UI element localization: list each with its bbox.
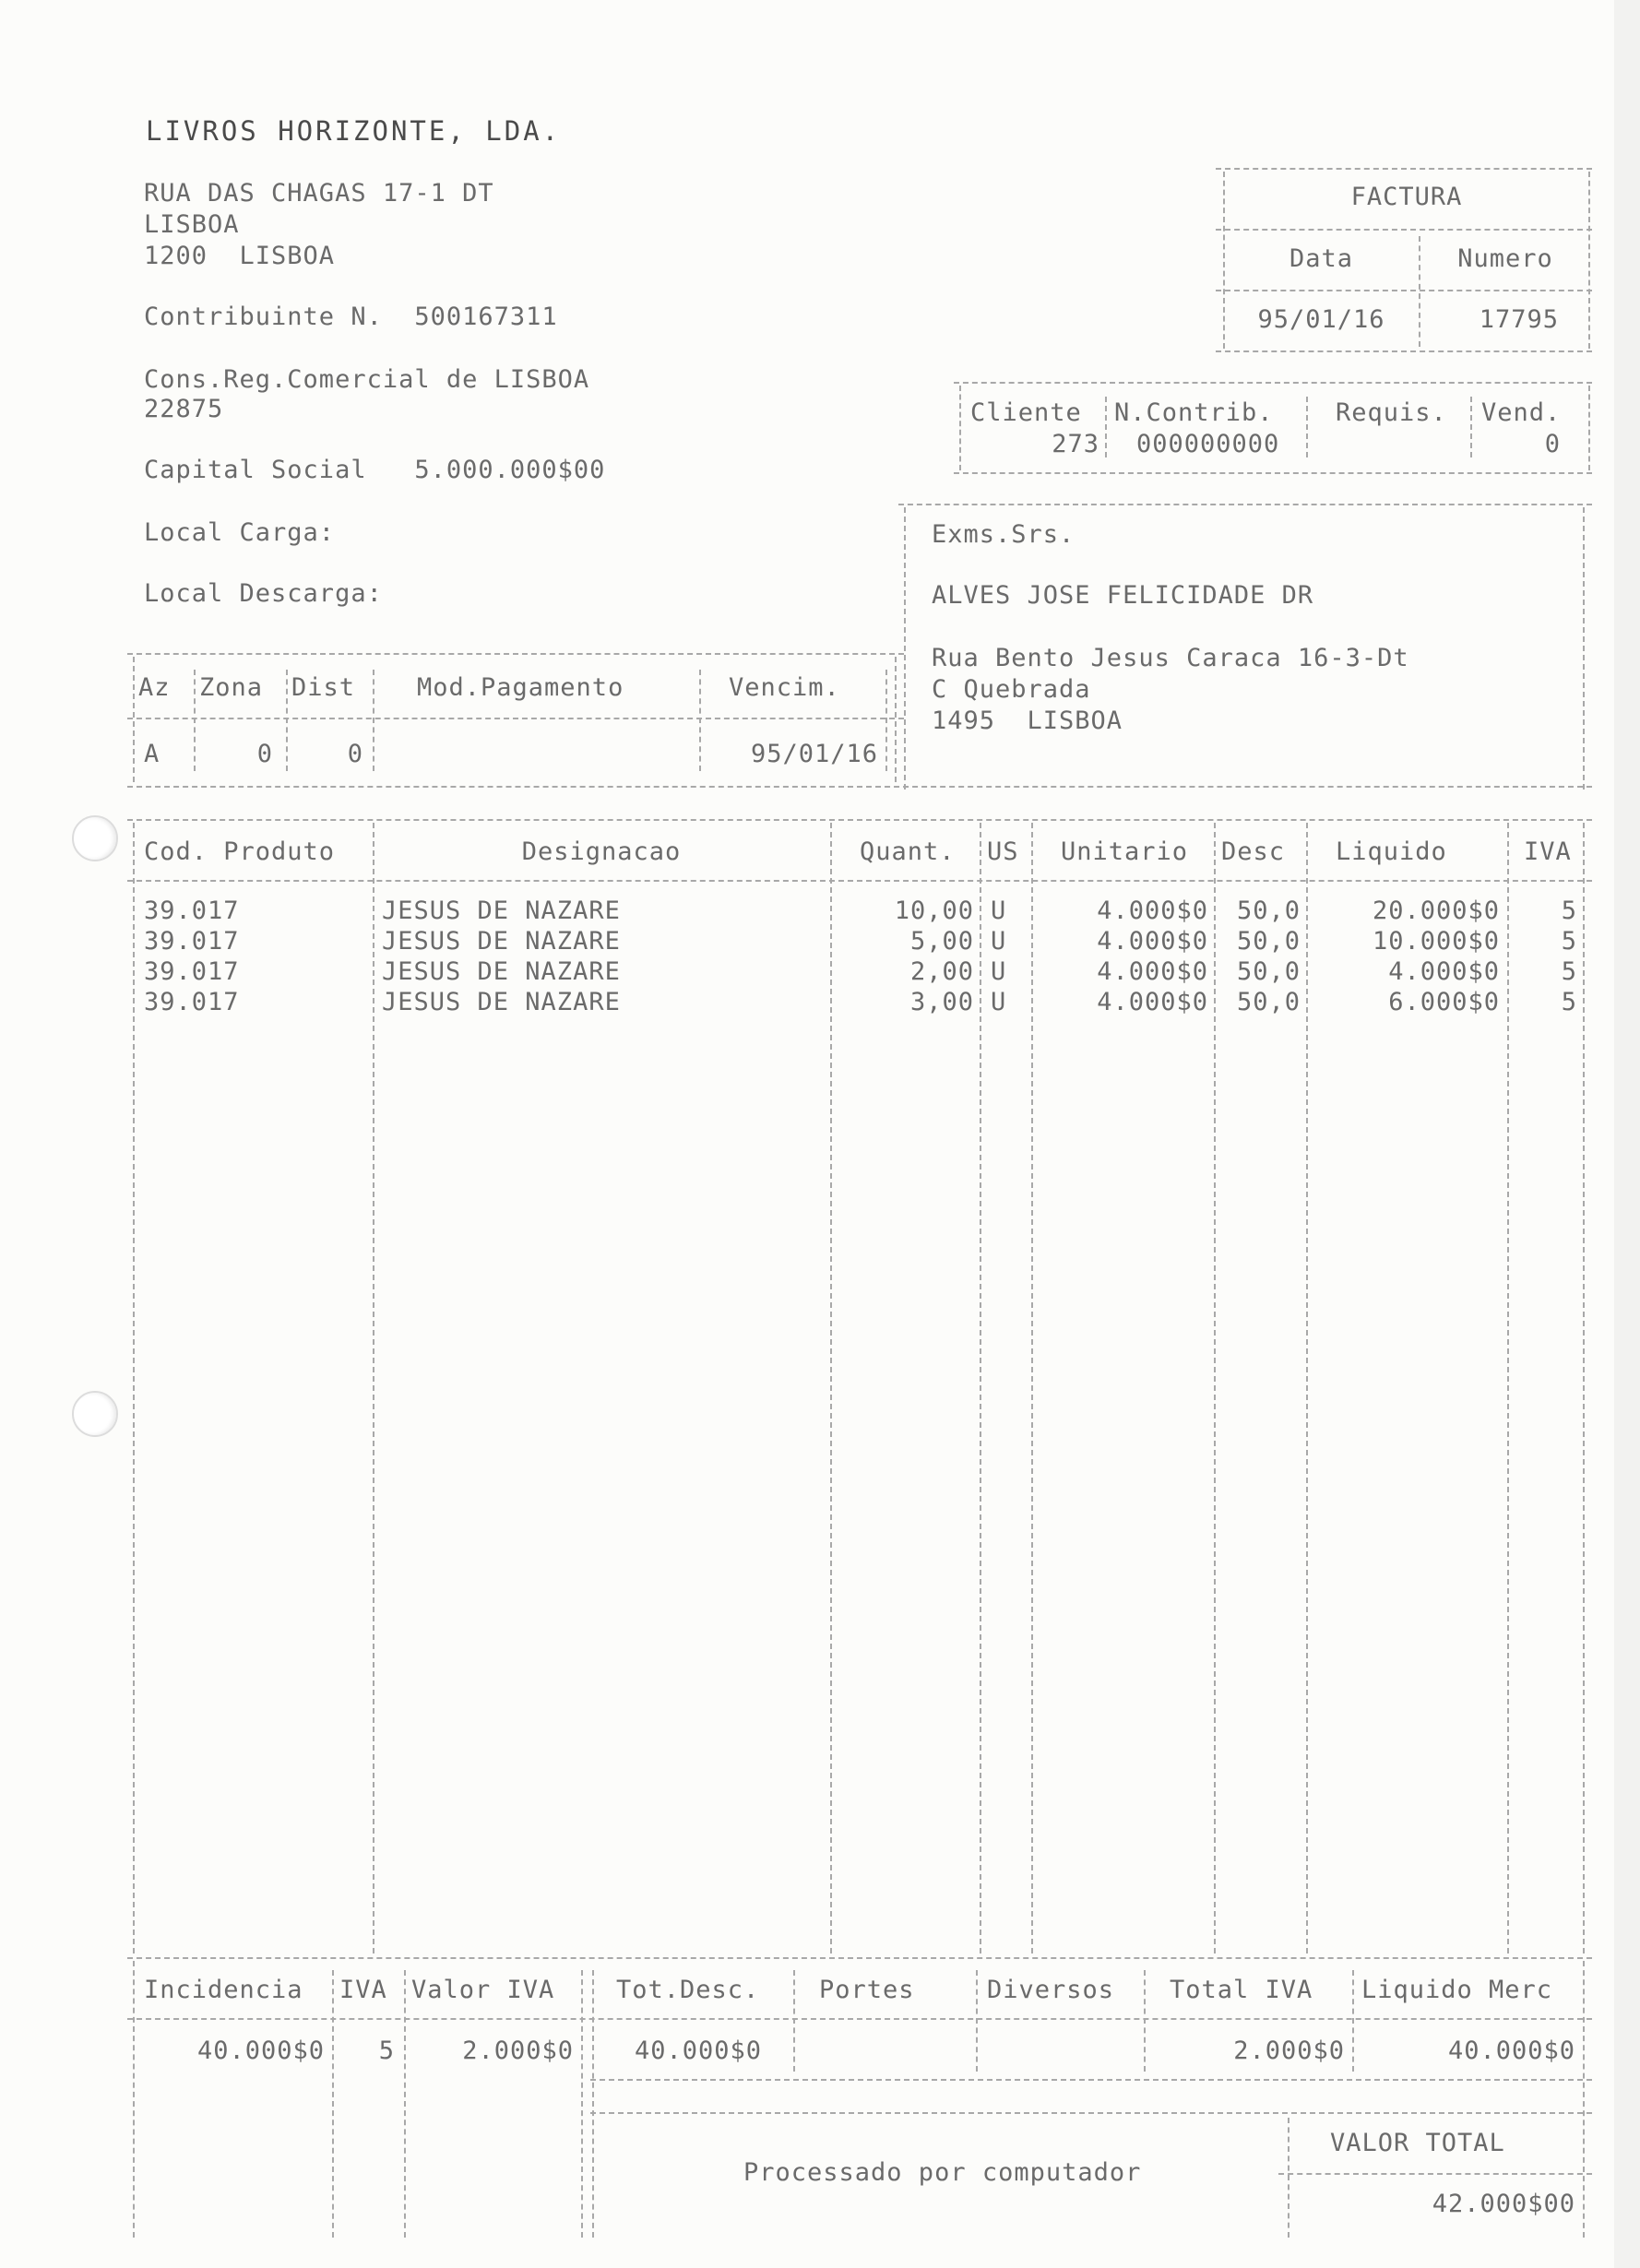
totals-header-incidencia: Incidencia <box>144 1976 303 2004</box>
totals-header-liquido-merc: Liquido Merc <box>1361 1976 1553 2004</box>
company-contribuinte: Contribuinte N. 500167311 <box>144 303 558 331</box>
invoice-number: 17795 <box>1479 305 1559 334</box>
item-unitario: 4.000$0 <box>1097 927 1208 956</box>
item-designacao: JESUS DE NAZARE <box>382 927 621 956</box>
item-cod: 39.017 <box>144 897 240 925</box>
client-header-contrib: N.Contrib. <box>1114 398 1274 427</box>
items-header-designacao: Designacao <box>521 837 682 866</box>
shipping-header-az: Az <box>138 673 171 702</box>
company-address-line2: LISBOA <box>144 210 240 239</box>
item-iva: 5 <box>1561 957 1577 986</box>
company-capital-social: Capital Social 5.000.000$00 <box>144 456 606 484</box>
totals-total-iva: 2.000$0 <box>1233 2036 1345 2065</box>
item-desc: 50,0 <box>1236 897 1301 925</box>
item-desc: 50,0 <box>1236 927 1301 956</box>
company-address-line1: RUA DAS CHAGAS 17-1 DT <box>144 179 494 208</box>
item-quant: 5,00 <box>909 927 974 956</box>
shipping-header-dist: Dist <box>291 673 356 702</box>
company-cons-reg: Cons.Reg.Comercial de LISBOA <box>144 365 590 394</box>
company-cons-reg-number: 22875 <box>144 395 224 423</box>
items-header-liquido: Liquido <box>1336 837 1447 866</box>
client-header-requis: Requis. <box>1336 398 1447 427</box>
client-vend: 0 <box>1544 430 1561 458</box>
totals-header-valor-iva: Valor IVA <box>411 1976 555 2004</box>
items-header-quant: Quant. <box>860 837 956 866</box>
item-liquido: 4.000$0 <box>1388 957 1500 986</box>
items-header-desc: Desc <box>1221 837 1286 866</box>
shipping-zona: 0 <box>256 740 273 768</box>
item-cod: 39.017 <box>144 988 240 1016</box>
client-number: 273 <box>1052 430 1099 458</box>
valor-total-label: VALOR TOTAL <box>1330 2129 1505 2157</box>
recipient-locality: C Quebrada <box>932 675 1091 704</box>
totals-iva-rate: 5 <box>378 2036 395 2065</box>
item-quant: 3,00 <box>909 988 974 1016</box>
item-designacao: JESUS DE NAZARE <box>382 897 621 925</box>
client-header-vend: Vend. <box>1481 398 1562 427</box>
invoice-date: 95/01/16 <box>1257 305 1385 334</box>
items-header-unitario: Unitario <box>1061 837 1189 866</box>
client-contrib: 000000000 <box>1136 430 1280 458</box>
shipping-header-mod-pagamento: Mod.Pagamento <box>417 673 624 702</box>
company-address-line3: 1200 LISBOA <box>144 242 336 270</box>
item-desc: 50,0 <box>1236 957 1301 986</box>
valor-total: 42.000$00 <box>1432 2190 1575 2218</box>
item-unitario: 4.000$0 <box>1097 988 1208 1016</box>
item-designacao: JESUS DE NAZARE <box>382 957 621 986</box>
items-header-cod: Cod. Produto <box>144 837 336 866</box>
item-liquido: 20.000$0 <box>1372 897 1500 925</box>
totals-header-tot-desc: Tot.Desc. <box>616 1976 760 2004</box>
items-header-iva: IVA <box>1524 837 1572 866</box>
recipient-street: Rua Bento Jesus Caraca 16-3-Dt <box>932 644 1409 672</box>
punch-hole-bottom <box>72 1391 118 1437</box>
totals-header-portes: Portes <box>819 1976 915 2004</box>
item-unitario: 4.000$0 <box>1097 957 1208 986</box>
totals-incidencia: 40.000$0 <box>196 2036 325 2065</box>
shipping-header-zona: Zona <box>199 673 264 702</box>
company-name: LIVROS HORIZONTE, LDA. <box>146 115 562 147</box>
shipping-header-vencim: Vencim. <box>729 673 840 702</box>
punch-hole-top <box>72 815 118 861</box>
item-us: U <box>991 988 1007 1016</box>
invoice-number-label: Numero <box>1457 244 1553 273</box>
items-header-us: US <box>987 837 1019 866</box>
item-us: U <box>991 897 1007 925</box>
item-desc: 50,0 <box>1236 988 1301 1016</box>
item-iva: 5 <box>1561 927 1577 956</box>
totals-liquido-merc: 40.000$0 <box>1447 2036 1575 2065</box>
item-cod: 39.017 <box>144 927 240 956</box>
item-iva: 5 <box>1561 988 1577 1016</box>
recipient-name: ALVES JOSE FELICIDADE DR <box>932 581 1314 610</box>
shipping-az: A <box>144 740 160 768</box>
local-carga-label: Local Carga: <box>144 518 336 547</box>
item-iva: 5 <box>1561 897 1577 925</box>
invoice-date-label: Data <box>1289 244 1354 273</box>
item-unitario: 4.000$0 <box>1097 897 1208 925</box>
totals-header-iva: IVA <box>339 1976 387 2004</box>
item-designacao: JESUS DE NAZARE <box>382 988 621 1016</box>
processed-by-computer: Processado por computador <box>743 2158 1142 2187</box>
item-cod: 39.017 <box>144 957 240 986</box>
item-liquido: 10.000$0 <box>1372 927 1500 956</box>
totals-valor-iva: 2.000$0 <box>462 2036 574 2065</box>
shipping-dist: 0 <box>347 740 363 768</box>
totals-header-total-iva: Total IVA <box>1170 1976 1313 2004</box>
invoice-title: FACTURA <box>1350 183 1463 211</box>
item-liquido: 6.000$0 <box>1388 988 1500 1016</box>
recipient-greeting: Exms.Srs. <box>932 520 1076 549</box>
shipping-vencim: 95/01/16 <box>750 740 878 768</box>
totals-header-diversos: Diversos <box>987 1976 1115 2004</box>
item-quant: 10,00 <box>894 897 974 925</box>
client-header-cliente: Cliente <box>970 398 1082 427</box>
local-descarga-label: Local Descarga: <box>144 579 383 608</box>
item-quant: 2,00 <box>909 957 974 986</box>
recipient-postal: 1495 LISBOA <box>932 707 1123 735</box>
item-us: U <box>991 927 1007 956</box>
totals-tot-desc: 40.000$0 <box>635 2036 763 2065</box>
item-us: U <box>991 957 1007 986</box>
